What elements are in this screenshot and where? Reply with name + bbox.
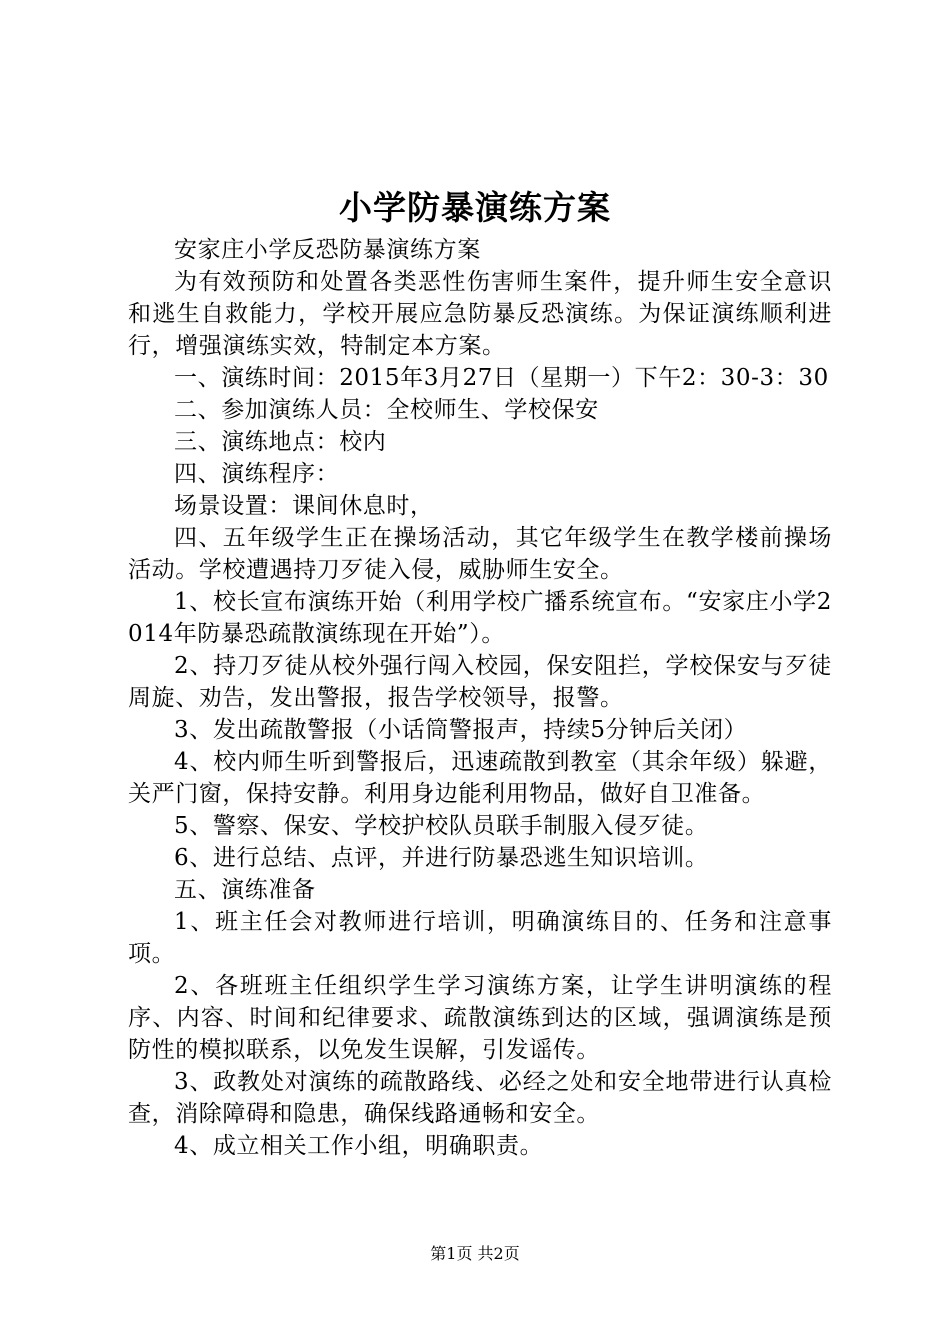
document-body	[128, 234, 832, 1162]
paragraph-step-3: 3、发出疏散警报（小话筒警报声，持续5分钟后关闭）	[174, 717, 748, 743]
paragraph-step-4: 4、校内师生听到警报后，迅速疏散到教室（其余年级）躲避，关严门窗，保持安静。利用身边能利用物品，做好自卫准备。	[128, 749, 832, 807]
paragraph-procedure: 四、演练程序：	[174, 461, 340, 487]
paragraph-step-1: 1、校长宣布演练开始（利用学校广播系统宣布。“安家庄小学2014年防暴恐疏散演练现在开始”）。	[128, 589, 832, 647]
paragraph-time: 一、演练时间：2015年3月27日（星期一）下午2：30-3：30	[174, 365, 829, 391]
paragraph-heading: 安家庄小学反恐防暴演练方案	[174, 237, 481, 263]
paragraph-intro: 为有效预防和处置各类恶性伤害师生案件，提升师生安全意识和逃生自救能力，学校开展应急防暴反恐演练。为保证演练顺利进行，增强演练实效，特制定本方案。	[128, 269, 832, 359]
paragraph-prep-2: 2、各班班主任组织学生学习演练方案，让学生讲明演练的程序、内容、时间和纪律要求、疏散演练到达的区域，强调演练是预防性的模拟联系，以免发生误解，引发谣传。	[128, 973, 832, 1063]
paragraph-step-5: 5、警察、保安、学校护校队员联手制服入侵歹徒。	[174, 813, 709, 839]
paragraph-step-6: 6、进行总结、点评，并进行防暴恐逃生知识培训。	[174, 845, 709, 871]
paragraph-location: 三、演练地点：校内	[174, 429, 387, 455]
paragraph-scene: 场景设置：课间休息时，	[174, 493, 434, 519]
paragraph-prep-3: 3、政教处对演练的疏散路线、必经之处和安全地带进行认真检查，消除障碍和隐患，确保线路通畅和安全。	[128, 1069, 832, 1127]
paragraph-participants: 二、参加演练人员：全校师生、学校保安	[174, 397, 599, 423]
paragraph-preparation: 五、演练准备	[174, 877, 316, 903]
paragraph-prep-1: 1、班主任会对教师进行培训，明确演练目的、任务和注意事项。	[128, 909, 832, 967]
page-footer: 第1页 共2页	[430, 1244, 520, 1263]
document-title: 小学防暴演练方案	[339, 188, 611, 227]
paragraph-step-2: 2、持刀歹徒从校外强行闯入校园，保安阻拦，学校保安与歹徒周旋、劝告，发出警报，报告学校领导，报警。	[128, 653, 832, 711]
paragraph-scene-detail: 四、五年级学生正在操场活动，其它年级学生在教学楼前操场活动。学校遭遇持刀歹徒入侵，威胁师生安全。	[128, 525, 832, 583]
paragraph-prep-4: 4、成立相关工作小组，明确职责。	[174, 1133, 544, 1159]
